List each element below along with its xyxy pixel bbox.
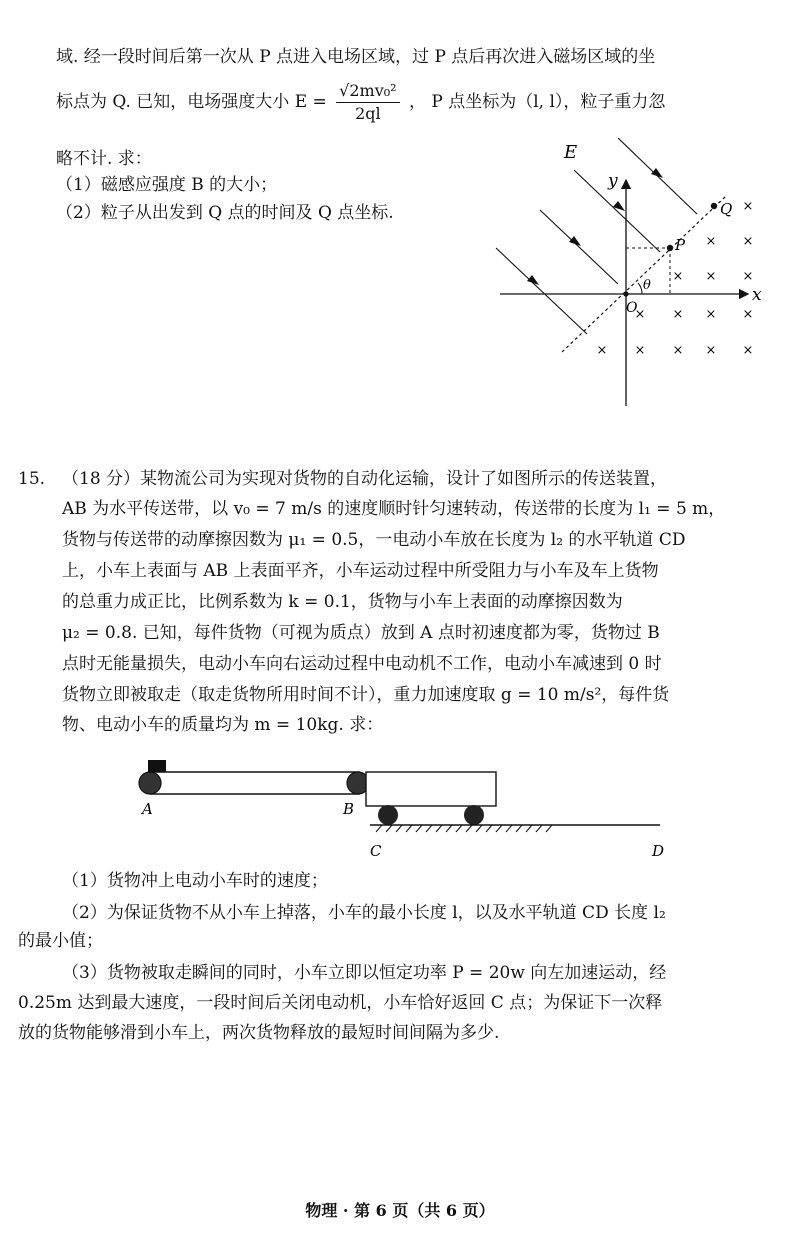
q15-sub3-b: 0.25m 达到最大速度，一段时间后关闭电动机，小车恰好返回 C 点；为保证下一次释	[18, 993, 663, 1013]
field-diagram	[490, 138, 780, 418]
b-field-mark: ×	[672, 269, 684, 284]
boundary-line	[562, 196, 726, 352]
point-p	[667, 245, 673, 251]
label-b: B	[343, 800, 355, 818]
q15-sub1: （1）货物冲上电动小车时的速度；	[62, 871, 328, 891]
q14-line2-post: ， P 点坐标为（l, l），粒子重力忽	[409, 92, 666, 112]
q15-sub2-a: （2）为保证货物不从小车上掉落，小车的最小长度 l，以及水平轨道 CD 长度 l₂	[62, 903, 666, 923]
ground-hatch	[376, 825, 552, 832]
q15-line: 货物立即被取走（取走货物所用时间不计），重力加速度取 g = 10 m/s²，每件货	[62, 685, 670, 705]
q15-number: 15.	[18, 469, 46, 489]
label-theta: θ	[643, 278, 651, 293]
field-strength-fraction	[336, 80, 399, 125]
label-x: x	[752, 285, 762, 305]
q14-line1: 域. 经一段时间后第一次从 P 点进入电场区域，过 P 点后再次进入磁场区域的坐	[56, 47, 656, 67]
q15-line: μ₂ = 0.8. 已知，每件货物（可视为质点）放到 A 点时初速度都为零，货物过 B	[62, 623, 660, 643]
fraction-numerator: √2mv₀²	[336, 80, 399, 103]
q14-sub2: （2）粒子从出发到 Q 点的时间及 Q 点坐标.	[56, 203, 394, 223]
cart-wheel	[378, 805, 398, 825]
b-field-mark: ×	[705, 343, 717, 358]
label-e: E	[564, 142, 578, 163]
b-field-mark: ×	[742, 343, 754, 358]
b-field-mark: ×	[742, 199, 754, 214]
b-field-mark: ×	[742, 307, 754, 322]
page-footer: 物理 · 第 6 页（共 6 页）	[305, 1201, 495, 1220]
label-q: Q	[720, 200, 733, 218]
label-p: P	[675, 236, 686, 254]
b-field-mark: ×	[634, 343, 646, 358]
fraction-denominator: 2ql	[355, 104, 381, 123]
e-field-arrow	[651, 168, 663, 178]
label-y: y	[608, 171, 618, 191]
label-o: O	[626, 300, 638, 316]
conveyor-diagram	[130, 758, 675, 870]
b-field-mark: ×	[596, 343, 608, 358]
cargo-block	[148, 760, 166, 772]
label-a: A	[142, 800, 153, 818]
cart-wheel	[464, 805, 484, 825]
point-q	[711, 203, 717, 209]
roller-a	[139, 772, 161, 794]
q14-line3: 略不计. 求：	[56, 149, 152, 169]
q15-line: 货物与传送带的动摩擦因数为 μ₁ = 0.5，一电动小车放在长度为 l₂ 的水平轨道 CD	[62, 530, 686, 550]
b-field-mark: ×	[742, 269, 754, 284]
e-field-line	[496, 248, 587, 334]
q15-line: 物、电动小车的质量均为 m = 10kg. 求：	[62, 715, 384, 735]
e-field-line	[540, 210, 618, 284]
q14-sub1: （1）磁感应强度 B 的大小；	[56, 175, 278, 195]
label-c: C	[370, 842, 382, 860]
theta-arc	[638, 283, 642, 294]
b-field-mark: ×	[742, 234, 754, 249]
q15-line: AB 为水平传送带，以 v₀ = 7 m/s 的速度顺时针匀速转动，传送带的长度为 l₁ = 5 m，	[62, 499, 726, 519]
b-field-mark: ×	[705, 234, 717, 249]
label-d: D	[652, 842, 665, 860]
b-field-mark: ×	[634, 307, 646, 322]
q15-line: 上，小车上表面与 AB 上表面平齐，小车运动过程中所受阻力与小车及车上货物	[62, 561, 659, 581]
q14-line2	[56, 80, 665, 125]
magnetic-field-marks	[597, 199, 754, 358]
q14-line2-pre: 标点为 Q. 已知，电场强度大小 E =	[56, 92, 327, 112]
b-field-mark: ×	[672, 307, 684, 322]
b-field-mark: ×	[705, 269, 717, 284]
q15-line: 的总重力成正比，比例系数为 k = 0.1，货物与小车上表面的动摩擦因数为	[62, 592, 623, 612]
q15-sub3-a: （3）货物被取走瞬间的同时，小车立即以恒定功率 P = 20w 向左加速运动，经	[62, 963, 667, 983]
cart-body	[366, 772, 496, 806]
b-field-mark: ×	[672, 343, 684, 358]
q15-line: （18 分）某物流公司为实现对货物的自动化运输，设计了如图所示的传送装置，	[62, 469, 668, 489]
e-field-arrow	[569, 236, 581, 246]
origin-point	[623, 291, 628, 296]
b-field-mark: ×	[705, 307, 717, 322]
q15-sub3-c: 放的货物能够滑到小车上，两次货物释放的最短时间间隔为多少.	[18, 1023, 500, 1043]
q15-sub2-b: 的最小值；	[18, 931, 103, 951]
q15-line: 点时无能量损失，电动小车向右运动过程中电动机不工作，电动小车减速到 0 时	[62, 654, 662, 674]
